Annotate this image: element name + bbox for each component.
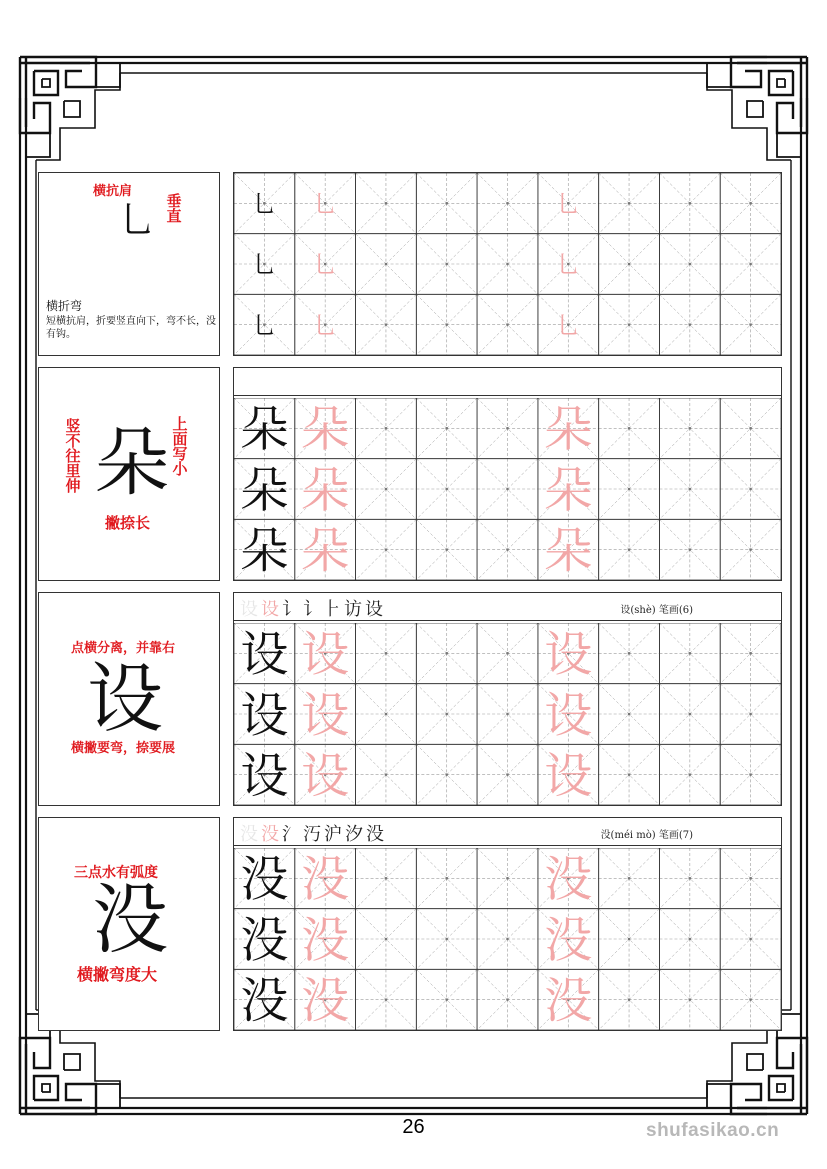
practice-grid-1	[233, 172, 782, 356]
writing-cell	[538, 459, 599, 520]
trace-glyph: 设	[544, 687, 593, 744]
model-glyph: 设	[240, 687, 289, 744]
tip-label: 垂直	[164, 193, 183, 223]
writing-cell	[477, 684, 538, 745]
writing-cell	[356, 623, 417, 684]
model-glyph: 没	[240, 912, 289, 969]
writing-cell	[720, 623, 781, 684]
trace-glyph: 设	[301, 747, 350, 804]
stroke-sequence	[240, 820, 387, 846]
model-character: 乚	[119, 200, 156, 241]
pinyin-stroke-count: 没(méi mò) 笔画(7)	[600, 830, 693, 841]
writing-cell	[416, 848, 477, 909]
writing-cell	[295, 234, 356, 295]
model-glyph: 朵	[240, 401, 289, 458]
trace-glyph: 没	[301, 912, 350, 969]
writing-cell	[234, 744, 295, 805]
model-glyph: 设	[240, 626, 289, 683]
writing-cell	[599, 744, 660, 805]
writing-cell	[356, 969, 417, 1030]
writing-cell	[295, 519, 356, 580]
writing-cell	[659, 848, 720, 909]
watermark: shufasikao.cn	[646, 1120, 780, 1141]
writing-cell	[295, 398, 356, 459]
writing-cell	[659, 519, 720, 580]
writing-cell	[356, 848, 417, 909]
writing-cell	[416, 909, 477, 970]
model-glyph: 朵	[240, 462, 289, 519]
stroke-order-bar	[234, 818, 781, 846]
model-character: 没	[92, 875, 168, 964]
writing-cell	[659, 398, 720, 459]
trace-glyph: 乚	[313, 311, 338, 340]
stroke-step: 没	[366, 824, 386, 845]
trace-glyph: 朵	[301, 522, 350, 579]
trace-glyph: 朵	[544, 462, 593, 519]
trace-glyph: 朵	[301, 462, 350, 519]
writing-cell	[295, 684, 356, 745]
writing-cell	[599, 234, 660, 295]
tip-label: 横撇要弯，捺要展	[71, 741, 176, 756]
writing-cell	[416, 173, 477, 234]
trace-glyph: 乚	[313, 189, 338, 218]
writing-cell	[477, 234, 538, 295]
writing-cell	[234, 519, 295, 580]
writing-cell	[599, 294, 660, 355]
stroke-description: 短横抗肩，折要竖直向下，弯不长，没有钩。	[46, 316, 216, 340]
stroke-step: 没	[261, 824, 281, 845]
writing-cells	[234, 623, 781, 805]
writing-cell	[477, 848, 538, 909]
writing-cell	[295, 909, 356, 970]
writing-cells	[234, 173, 781, 355]
writing-cell	[477, 294, 538, 355]
writing-cell	[599, 398, 660, 459]
stroke-name: 横折弯	[46, 299, 83, 313]
stroke-step: 设	[261, 599, 281, 620]
writing-cell	[234, 173, 295, 234]
writing-cell	[477, 519, 538, 580]
writing-cell	[659, 173, 720, 234]
writing-cell	[416, 398, 477, 459]
writing-cell	[356, 909, 417, 970]
writing-cell	[356, 519, 417, 580]
writing-cell	[234, 848, 295, 909]
writing-cell	[356, 744, 417, 805]
model-character: 朵	[95, 420, 169, 506]
writing-cell	[234, 459, 295, 520]
writing-cell	[416, 744, 477, 805]
trace-glyph: 没	[544, 851, 593, 908]
model-glyph: 没	[240, 851, 289, 908]
model-glyph: 朵	[240, 522, 289, 579]
writing-cell	[720, 173, 781, 234]
trace-glyph: 乚	[556, 311, 581, 340]
stroke-order-bar	[234, 593, 781, 621]
writing-cell	[538, 623, 599, 684]
stroke-step: 汅	[303, 824, 323, 845]
writing-cell	[356, 234, 417, 295]
corner-fret	[707, 57, 807, 157]
writing-cell	[477, 744, 538, 805]
writing-cell	[416, 684, 477, 745]
writing-cell	[477, 623, 538, 684]
writing-cell	[538, 398, 599, 459]
writing-cell	[599, 173, 660, 234]
trace-glyph: 没	[544, 912, 593, 969]
tip-label: 撇捺长	[105, 514, 151, 532]
writing-cell	[659, 909, 720, 970]
writing-cell	[659, 744, 720, 805]
writing-cell	[720, 234, 781, 295]
writing-cell	[295, 848, 356, 909]
practice-grid-3	[233, 592, 782, 806]
writing-cell	[599, 848, 660, 909]
trace-glyph: 设	[544, 747, 593, 804]
tip-panel-3	[38, 592, 220, 806]
writing-cell	[234, 294, 295, 355]
writing-cell	[416, 623, 477, 684]
tip-label: 点横分离，并靠右	[71, 641, 176, 656]
tip-label: 横抗肩	[93, 184, 133, 199]
trace-glyph: 乚	[556, 250, 581, 279]
trace-glyph: 乚	[556, 189, 581, 218]
model-glyph: 乚	[252, 250, 277, 279]
writing-cell	[477, 459, 538, 520]
stroke-step: 汐	[345, 824, 365, 845]
practice-grid-4	[233, 817, 782, 1031]
writing-cell	[599, 623, 660, 684]
writing-cell	[477, 173, 538, 234]
pinyin-stroke-count: 设(shè) 笔画(6)	[620, 605, 693, 616]
writing-cell	[720, 519, 781, 580]
writing-cell	[659, 294, 720, 355]
tip-panel-4	[38, 817, 220, 1031]
writing-cell	[538, 744, 599, 805]
stroke-step: 氵	[282, 824, 302, 845]
trace-glyph: 没	[301, 851, 350, 908]
trace-glyph: 朵	[301, 401, 350, 458]
stroke-sequence	[240, 595, 386, 621]
writing-cell	[477, 398, 538, 459]
trace-glyph: 朵	[544, 401, 593, 458]
writing-cell	[599, 909, 660, 970]
writing-cell	[720, 744, 781, 805]
stroke-step: 访	[344, 599, 364, 620]
tip-label: 横撇弯度大	[77, 965, 158, 984]
writing-cell	[477, 969, 538, 1030]
tip-label: 三点水有弧度	[74, 865, 158, 881]
trace-glyph: 乚	[313, 250, 338, 279]
writing-cell	[720, 294, 781, 355]
writing-cell	[356, 398, 417, 459]
corner-fret	[20, 57, 120, 157]
writing-cell	[538, 909, 599, 970]
writing-cell	[416, 459, 477, 520]
trace-glyph: 朵	[544, 522, 593, 579]
writing-cell	[416, 519, 477, 580]
writing-cell	[356, 173, 417, 234]
writing-cell	[538, 684, 599, 745]
writing-cell	[720, 459, 781, 520]
model-glyph: 没	[240, 972, 289, 1029]
writing-cells	[234, 848, 781, 1030]
model-glyph: 设	[240, 747, 289, 804]
writing-cell	[538, 969, 599, 1030]
writing-cell	[356, 294, 417, 355]
tip-panel-1	[38, 172, 220, 356]
trace-glyph: 没	[544, 972, 593, 1029]
writing-cell	[599, 684, 660, 745]
writing-cell	[659, 234, 720, 295]
writing-cell	[477, 909, 538, 970]
trace-glyph: 设	[544, 626, 593, 683]
writing-cell	[356, 684, 417, 745]
writing-cell	[234, 684, 295, 745]
writing-cell	[295, 294, 356, 355]
stroke-step: 设	[240, 599, 260, 620]
writing-cell	[295, 173, 356, 234]
writing-cell	[356, 459, 417, 520]
stroke-step: 设	[365, 599, 385, 620]
writing-cell	[659, 684, 720, 745]
writing-cell	[659, 623, 720, 684]
writing-cell	[720, 909, 781, 970]
writing-cell	[538, 234, 599, 295]
writing-cell	[234, 969, 295, 1030]
writing-cell	[720, 848, 781, 909]
writing-cell	[295, 969, 356, 1030]
writing-cell	[295, 459, 356, 520]
writing-cell	[295, 744, 356, 805]
writing-cell	[538, 848, 599, 909]
writing-cell	[538, 173, 599, 234]
page-number: 26	[402, 1116, 425, 1138]
writing-cell	[720, 684, 781, 745]
writing-cell	[234, 398, 295, 459]
writing-cell	[720, 398, 781, 459]
tip-label: 上面写小	[170, 416, 189, 476]
writing-cell	[659, 459, 720, 520]
writing-cell	[295, 623, 356, 684]
writing-cell	[720, 969, 781, 1030]
writing-cell	[538, 519, 599, 580]
tip-label: 竖不往里伸	[63, 418, 82, 493]
trace-glyph: 设	[301, 687, 350, 744]
stroke-order-bar	[234, 368, 781, 396]
writing-cell	[234, 234, 295, 295]
writing-cell	[599, 459, 660, 520]
stroke-step: 没	[240, 824, 260, 845]
writing-cell	[416, 234, 477, 295]
model-glyph: 乚	[252, 189, 277, 218]
writing-cell	[599, 519, 660, 580]
writing-cell	[416, 969, 477, 1030]
writing-cell	[538, 294, 599, 355]
stroke-step: 讠	[282, 599, 302, 620]
writing-cell	[234, 909, 295, 970]
writing-cell	[659, 969, 720, 1030]
writing-cell	[234, 623, 295, 684]
writing-cell	[416, 294, 477, 355]
model-character: 设	[87, 654, 163, 743]
stroke-step: 沪	[324, 824, 344, 845]
stroke-step: 讠⺊	[303, 599, 343, 620]
trace-glyph: 没	[301, 972, 350, 1029]
tip-panel-2	[38, 367, 220, 581]
practice-grid-2	[233, 367, 782, 581]
writing-cell	[599, 969, 660, 1030]
model-glyph: 乚	[252, 311, 277, 340]
trace-glyph: 设	[301, 626, 350, 683]
writing-cells	[234, 398, 781, 580]
